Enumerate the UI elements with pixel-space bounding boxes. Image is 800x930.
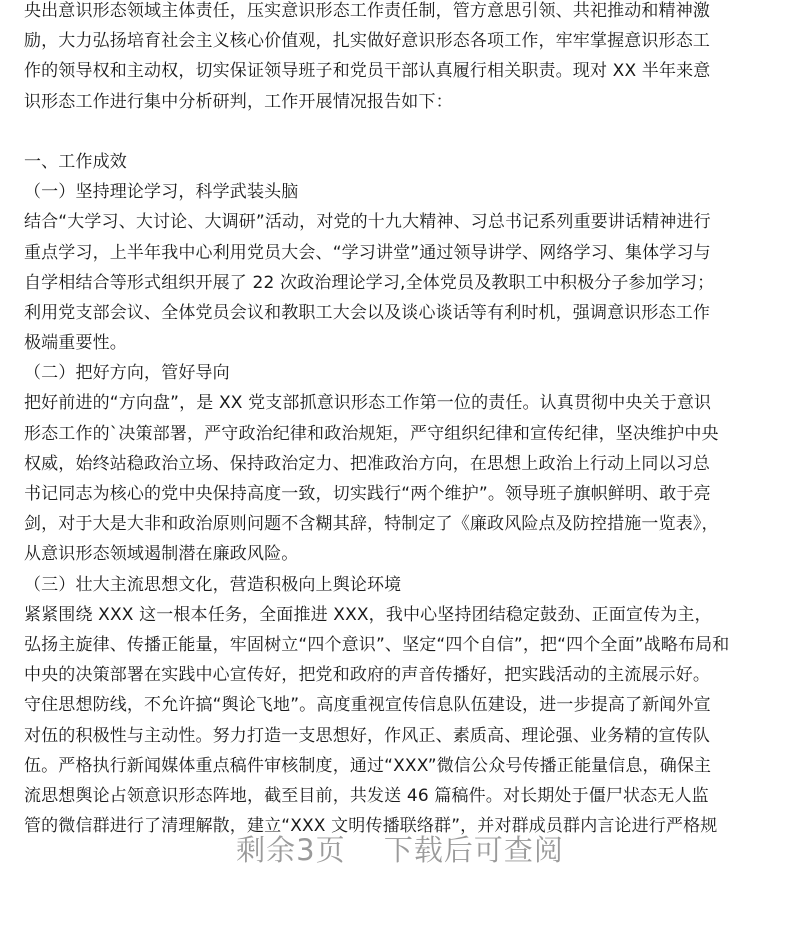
document-body: [24, 0, 776, 841]
text-line: 重点学习，上半年我中心利用党员大会、“学习讲堂”通过领导讲学、网络学习、集体学习与: [24, 242, 711, 263]
text-line: 作的领导权和主动权，切实保证领导班子和党员干部认真履行相关职责。现对 XX 半年来意: [24, 61, 711, 82]
text-line: 励，大力弘扬培育社会主义核心价值观，扎实做好意识形态各项工作，牢牢掌握意识形态工: [24, 31, 710, 52]
blank-line: [24, 117, 776, 147]
text-line: 权威，始终站稳政治立场、保持政治定力、把准政治方向，在思想上政治上行动上同以习总: [24, 453, 710, 474]
subsection-heading: （二）把好方向，管好导向: [24, 363, 230, 384]
download-prompt[interactable]: [0, 828, 800, 869]
text-line: 从意识形态领域遏制潜在廉政风险。: [24, 544, 299, 565]
subsection-heading: （三）壮大主流思想文化，营造积极向上舆论环境: [24, 574, 402, 595]
text-line: 央出意识形态领域主体责任，压实意识形态工作责任制，管方意思引领、共祀推动和精神激: [24, 1, 710, 21]
text-line: 把好前进的“方向盘”，是 XX 党支部抓意识形态工作第一位的责任。认真贯彻中央关于意识: [24, 393, 712, 414]
text-line: 中央的决策部署在实践中心宣传好，把党和政府的声音传播好，把实践活动的主流展示好。: [24, 665, 710, 686]
text-line: 书记同志为核心的党中央保持高度一致，切实践行“两个维护”。领导班子旗帜鲜明、敢于亮: [24, 484, 711, 504]
text-line: 利用党支部会议、全体党员会议和教职工大会以及谈心谈话等有利时机，强调意识形态工作: [24, 302, 710, 323]
text-line: 对伍的积极性与主动性。努力打造一支思想好，作风正、素质高、理论强、业务精的宣传队: [24, 725, 710, 746]
text-line: 形态工作的`决策部署，严守政治纪律和政治规矩，严守组织纪律和宣传纪律，坚决维护中央: [24, 423, 719, 444]
text-line: 结合“大学习、大讨论、大调研”活动，对党的十九大精神、习总书记系列重要讲话精神进行: [24, 212, 711, 233]
text-line: 弘扬主旋律、传播正能量，牢固树立“四个意识”、坚定“四个自信”，把“四个全面”战略布局和: [24, 634, 730, 655]
text-line: 管的微信群进行了清理解散，建立“XXX 文明传播联络群”，并对群成员群内言论进行严格规: [24, 816, 718, 837]
text-line: 流思想舆论占领意识形态阵地，截至目前，共发送 46 篇稿件。对长期处于僵尸状态无人监: [24, 785, 709, 806]
download-to-view-label: 下载后可查阅: [383, 833, 564, 867]
text-line: 识形态工作进行集中分析研判，工作开展情况报告如下：: [24, 91, 453, 112]
text-line: 自学相结合等形式组织开展了 22 次政治理论学习,全体党员及教职工中积极分子参加学习；: [24, 272, 715, 293]
text-line: 剑，对于大是大非和政治原则问题不含糊其辞，特制定了《廉政风险点及防控措施一览表》，: [24, 514, 719, 535]
text-line: 极端重要性。: [24, 333, 127, 354]
text-line: 伍。严格执行新闻媒体重点稿件审核制度，通过“XXX”微信公众号传播正能量信息，确保主: [24, 755, 712, 776]
remaining-pages-label: 剩余3页: [236, 833, 346, 867]
text-line: 紧紧围绕 XXX 这一根本任务，全面推进 XXX，我中心坚持团结稳定鼓劲、正面宣传为主，: [24, 604, 712, 625]
subsection-heading: （一）坚持理论学习，科学武装头脑: [24, 182, 299, 203]
text-line: 守住思想防线，不允许搞“舆论飞地”。高度重视宣传信息队伍建设，进一步提高了新闻外宣: [24, 695, 711, 716]
section-heading: 一、工作成效: [24, 151, 127, 172]
